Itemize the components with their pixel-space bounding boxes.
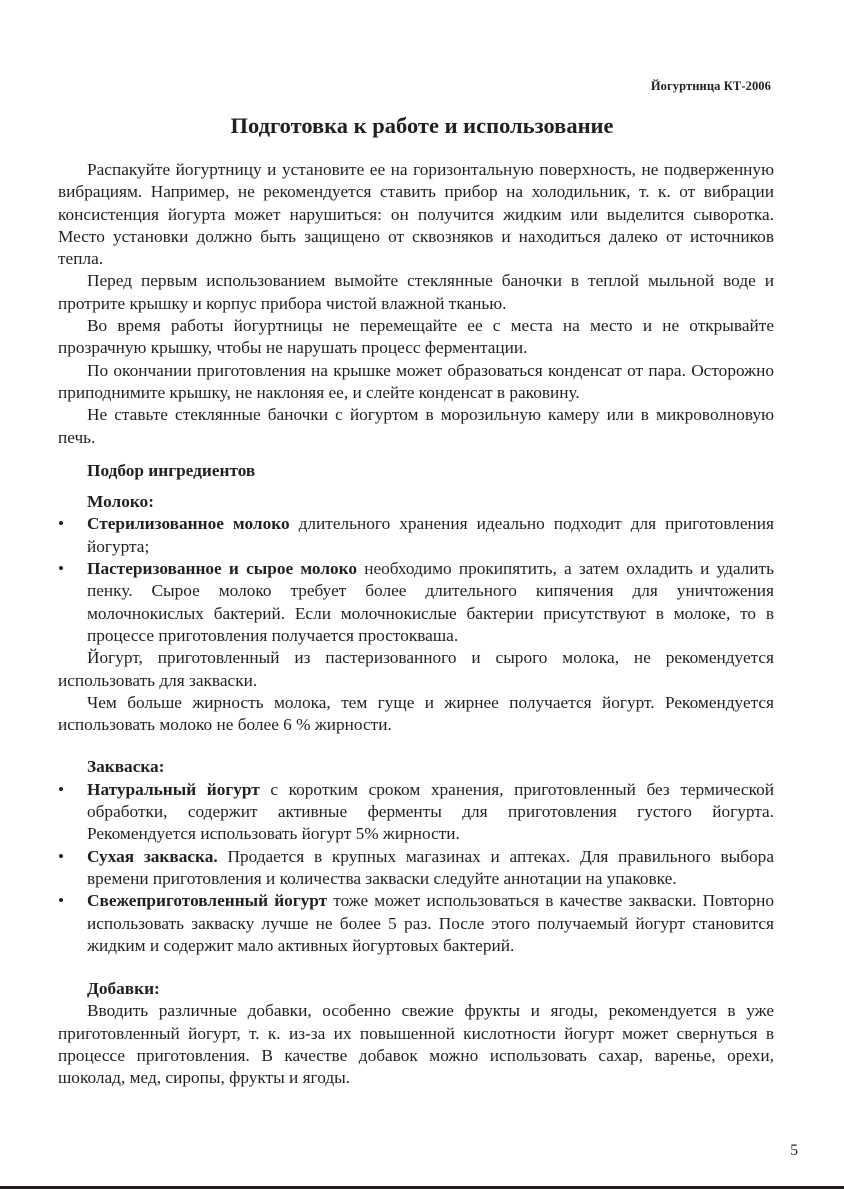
list-item	[58, 846, 774, 891]
running-header: Йогуртница КТ-2006	[650, 79, 771, 93]
bullet-icon: •	[58, 891, 65, 911]
item-term: Натуральный йогурт	[87, 779, 260, 799]
item-term: Стерилизованное молоко	[87, 514, 290, 534]
bullet-icon: •	[58, 514, 65, 534]
ingredients-heading: Подбор ингредиентов	[87, 460, 256, 480]
item-term: Сухая закваска.	[87, 846, 218, 866]
spacer	[58, 482, 774, 491]
milk-note: Чем больше жирность молока, тем гуще и жирнее получается йогурт. Рекомендуется использовать молоко не более 6 % жирности.	[58, 692, 774, 735]
spacer	[58, 736, 774, 756]
page-number: 5	[790, 1142, 798, 1159]
intro-paragraph: Распакуйте йогуртницу и установите ее на горизонтальную поверхность, не подверженную вибрациям. Например, не рекомендуется ставить прибор на холодильник, т. к. от вибрации консистенция йогурта может нарушиться: он получится жидким или выделится сыворотка. Место установки должно быть защищено от сквозняков и находиться далеко от источников тепла.	[58, 160, 774, 269]
additives-heading: Добавки:	[87, 979, 160, 999]
intro-paragraph: Перед первым использованием вымойте стеклянные баночки в теплой мыльной воде и протрите крышку и корпус прибора чистой влажной тканью.	[58, 271, 774, 313]
intro-paragraph: По окончании приготовления на крышке может образоваться конденсат от пара. Осторожно приподнимите крышку, не наклоняя ее, и слейте конденсат в раковину.	[58, 360, 774, 402]
item-text: Продается в крупных магазинах и аптеках. Для правильного выбора времени приготовления и количества закваски следуйте аннотации на упаковке.	[87, 846, 774, 888]
page-title: Подготовка к работе и использование	[230, 113, 614, 138]
item-text: необходимо прокипятить, а затем охладить и удалить пенку. Сырое молоко требует более длительного кипячения для уничтожения молочнокислых бактерий. Если молочнокислые бактерии присутствуют в молоке, то в процессе приготовления получается простокваша.	[87, 559, 774, 645]
milk-list	[58, 513, 774, 647]
starter-heading: Закваска:	[87, 757, 165, 777]
item-text: длительного хранения идеально подходит для приготовления йогурта;	[87, 514, 774, 556]
milk-heading: Молоко:	[87, 492, 154, 512]
item-term: Свежеприготовленный йогурт	[87, 891, 328, 911]
spacer	[58, 957, 774, 978]
list-item	[58, 779, 774, 846]
milk-note: Йогурт, приготовленный из пастеризованного и сырого молока, не рекомендуется использовать для закваски.	[58, 648, 774, 690]
intro-paragraph: Не ставьте стеклянные баночки с йогуртом в морозильную камеру или в микроволновую печь.	[58, 405, 774, 447]
list-item	[58, 558, 774, 647]
list-item	[58, 890, 774, 957]
list-item	[58, 513, 774, 558]
item-term: Пастеризованное и сырое молоко	[87, 559, 358, 579]
bullet-icon: •	[58, 559, 65, 579]
item-text: с коротким сроком хранения, приготовленный без термической обработки, содержит активные ферменты для приготовления густого йогурта. Рекомендуется использовать йогурт 5% жирности.	[87, 779, 774, 844]
page-content	[58, 159, 774, 1090]
item-text: тоже может использоваться в качестве закваски. Повторно использовать закваску лучше не более 5 раз. После этого получаемый йогурт становится жидким и содержит мало активных йогуртовых бактерий.	[87, 891, 774, 955]
starter-list	[58, 779, 774, 957]
additives-paragraph: Вводить различные добавки, особенно свежие фрукты и ягоды, рекомендуется в уже приготовленный йогурт, т. к. из-за их повышенной кислотности йогурт может свернуться в процессе приготовления. В качестве добавок можно использовать сахар, варенье, орехи, шоколад, мед, сиропы, фрукты и ягоды.	[58, 1001, 774, 1088]
bullet-icon: •	[58, 779, 65, 799]
bullet-icon: •	[58, 846, 65, 866]
intro-paragraph: Во время работы йогуртницы не перемещайте ее с места на место и не открывайте прозрачную крышку, чтобы не нарушать процесс ферментации.	[58, 316, 774, 358]
spacer	[58, 449, 774, 460]
